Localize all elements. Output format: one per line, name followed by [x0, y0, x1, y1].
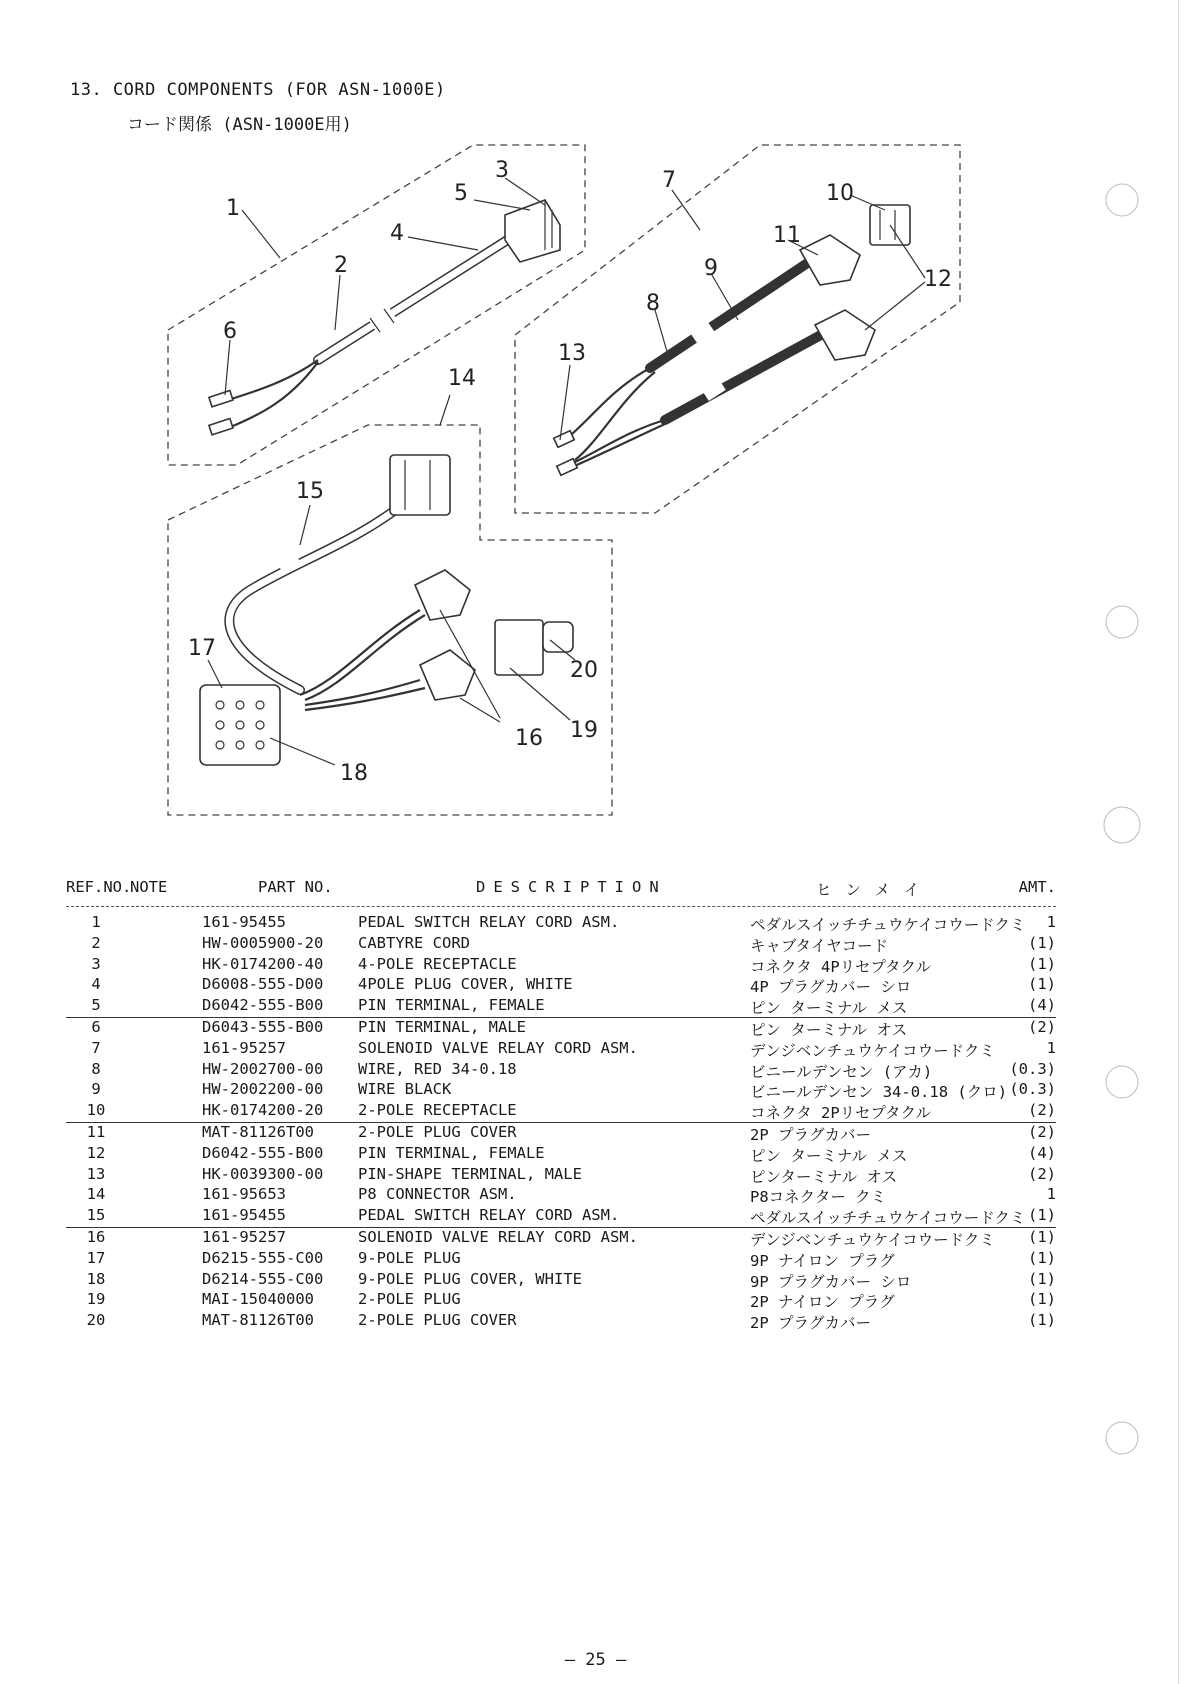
cell-amt: (2) — [1028, 1164, 1056, 1183]
cell-ref: 3 — [91, 954, 101, 973]
cell-part: D6042-555-B00 — [202, 996, 324, 1015]
cell-jp: 4P プラグカバー シロ — [750, 978, 912, 997]
callout-15: 15 — [296, 479, 324, 504]
callout-8: 8 — [646, 291, 660, 316]
page-number: — 25 — — [564, 1650, 627, 1670]
table-row — [66, 1311, 1056, 1332]
header-hinmei: ヒンメイ — [816, 881, 934, 899]
cell-amt: (2) — [1028, 1122, 1056, 1141]
table-body — [66, 913, 1056, 1332]
cell-jp: キャブタイヤコード — [750, 936, 889, 955]
cell-desc: CABTYRE CORD — [358, 933, 470, 952]
cell-amt: (4) — [1028, 1143, 1056, 1162]
cell-amt: (1) — [1028, 1227, 1056, 1246]
callout-14: 14 — [448, 366, 476, 391]
cell-desc: P8 CONNECTOR ASM. — [358, 1185, 517, 1204]
callout-19: 19 — [570, 718, 598, 743]
callout-12: 12 — [924, 267, 952, 292]
cell-jp: 9P ナイロン プラグ — [750, 1251, 895, 1270]
cell-ref: 14 — [86, 1185, 106, 1204]
table-row — [66, 1228, 1056, 1249]
cell-amt: (1) — [1028, 1311, 1056, 1330]
cell-part: D6043-555-B00 — [202, 1017, 324, 1036]
cell-jp: コネクタ 2Pリセプタクル — [750, 1104, 931, 1123]
table-row — [66, 1123, 1056, 1144]
callout-18: 18 — [340, 761, 368, 786]
table-row — [66, 1144, 1056, 1165]
callout-10: 10 — [826, 181, 854, 206]
table-row — [66, 975, 1056, 996]
header-amount: AMT. — [1018, 878, 1056, 896]
table-row — [66, 934, 1056, 955]
page-edge — [1178, 0, 1179, 1684]
cell-part: D6215-555-C00 — [202, 1248, 324, 1267]
header-ref-no: REF.NO. — [66, 878, 132, 896]
header-part-no: PART NO. — [258, 878, 333, 896]
table-row — [66, 1270, 1056, 1291]
cell-jp: ピン ターミナル メス — [750, 1146, 908, 1165]
cell-part: 161-95455 — [202, 913, 286, 931]
cell-ref: 7 — [91, 1038, 101, 1057]
cell-amt: 1 — [1046, 1185, 1056, 1204]
cell-ref: 6 — [91, 1017, 101, 1036]
cell-jp: 2P ナイロン プラグ — [750, 1293, 895, 1312]
assembly-14-drawing — [200, 455, 573, 765]
callout-2: 2 — [334, 253, 348, 278]
cell-ref: 12 — [86, 1143, 106, 1162]
cell-amt: (1) — [1028, 1290, 1056, 1309]
table-row — [66, 1080, 1056, 1101]
cell-desc: 9-POLE PLUG COVER, WHITE — [358, 1269, 582, 1288]
cell-desc: SOLENOID VALVE RELAY CORD ASM. — [358, 1227, 638, 1246]
cell-desc: 4-POLE RECEPTACLE — [358, 954, 517, 973]
cell-jp: ピンターミナル オス — [750, 1167, 898, 1186]
callout-9: 9 — [704, 256, 718, 281]
assembly-7-drawing — [554, 205, 910, 475]
cell-jp: ビニールデンセン 34-0.18 (クロ) — [750, 1083, 1008, 1102]
cell-ref: 9 — [91, 1080, 101, 1099]
cell-jp: コネクタ 4Pリセプタクル — [750, 957, 931, 976]
cell-ref: 8 — [91, 1059, 101, 1078]
header-note: NOTE — [130, 878, 168, 896]
cell-jp: ピン ターミナル メス — [750, 999, 908, 1018]
section-title: 13. CORD COMPONENTS (FOR ASN-1000E) — [70, 80, 446, 100]
cell-ref: 4 — [91, 975, 101, 994]
table-row — [66, 1060, 1056, 1081]
cell-part: 161-95653 — [202, 1185, 286, 1204]
cell-ref: 18 — [86, 1269, 106, 1288]
cell-part: 161-95257 — [202, 1227, 286, 1246]
callout-11: 11 — [773, 223, 801, 248]
callout-5: 5 — [454, 181, 468, 206]
cell-part: HW-2002700-00 — [202, 1059, 324, 1078]
table-row — [66, 913, 1056, 934]
cell-amt: (0.3) — [1009, 1080, 1056, 1099]
cell-ref: 5 — [91, 996, 101, 1015]
cell-ref: 16 — [86, 1227, 106, 1246]
cell-part: MAT-81126T00 — [202, 1311, 314, 1330]
cell-jp: デンジベンチュウケイコウードクミ — [750, 1041, 995, 1060]
table-row — [66, 1018, 1056, 1039]
cell-amt: (1) — [1028, 954, 1056, 973]
section-subtitle: コード関係 (ASN-1000E用) — [127, 115, 352, 135]
cell-jp: 9P プラグカバー シロ — [750, 1272, 912, 1291]
table-row — [66, 1206, 1056, 1228]
table-row — [66, 1185, 1056, 1206]
cell-desc: WIRE BLACK — [358, 1080, 452, 1099]
cell-desc: PIN TERMINAL, MALE — [358, 1017, 526, 1036]
callout-6: 6 — [223, 319, 237, 344]
cell-jp: ピン ターミナル オス — [750, 1020, 908, 1039]
callout-20: 20 — [570, 658, 598, 683]
cell-part: 161-95257 — [202, 1038, 286, 1057]
cell-ref: 1 — [91, 913, 101, 931]
cell-ref: 19 — [86, 1290, 106, 1309]
cell-desc: PIN-SHAPE TERMINAL, MALE — [358, 1164, 582, 1183]
cell-amt: (0.3) — [1009, 1059, 1056, 1078]
parts-table — [66, 878, 1056, 1332]
cell-amt: (1) — [1028, 1269, 1056, 1288]
table-row — [66, 1165, 1056, 1186]
cell-jp: 2P プラグカバー — [750, 1125, 871, 1144]
cell-desc: PEDAL SWITCH RELAY CORD ASM. — [358, 1206, 620, 1225]
cell-amt: (2) — [1028, 1101, 1056, 1120]
cell-ref: 17 — [86, 1248, 106, 1267]
parts-diagram — [0, 0, 1191, 830]
callout-16: 16 — [515, 726, 543, 751]
table-header — [66, 878, 1056, 907]
cell-desc: 2-POLE PLUG COVER — [358, 1311, 517, 1330]
table-row — [66, 955, 1056, 976]
cell-jp: ペダルスイッチチュウケイコウードクミ — [750, 916, 1026, 934]
cell-desc: 2-POLE RECEPTACLE — [358, 1101, 517, 1120]
callout-3: 3 — [495, 158, 509, 183]
callout-1: 1 — [226, 196, 240, 221]
cell-desc: 2-POLE PLUG COVER — [358, 1122, 517, 1141]
table-row — [66, 996, 1056, 1018]
cell-amt: (1) — [1028, 1248, 1056, 1267]
cell-desc: 4POLE PLUG COVER, WHITE — [358, 975, 573, 994]
cell-part: HK-0039300-00 — [202, 1164, 324, 1183]
cell-ref: 15 — [86, 1206, 106, 1225]
cell-part: 161-95455 — [202, 1206, 286, 1225]
cell-part: MAI-15040000 — [202, 1290, 314, 1309]
cell-jp: P8コネクター クミ — [750, 1188, 887, 1207]
cell-desc: SOLENOID VALVE RELAY CORD ASM. — [358, 1038, 638, 1057]
cell-desc: PEDAL SWITCH RELAY CORD ASM. — [358, 913, 620, 931]
cell-amt: (1) — [1028, 933, 1056, 952]
cell-amt: (1) — [1028, 1206, 1056, 1225]
cell-ref: 13 — [86, 1164, 106, 1183]
cell-part: MAT-81126T00 — [202, 1122, 314, 1141]
cell-desc: 9-POLE PLUG — [358, 1248, 461, 1267]
cell-amt: 1 — [1046, 1038, 1056, 1057]
table-row — [66, 1249, 1056, 1270]
cell-amt: (2) — [1028, 1017, 1056, 1036]
callout-7: 7 — [662, 168, 676, 193]
header-description: DESCRIPTION — [476, 878, 667, 896]
table-row — [66, 1290, 1056, 1311]
cell-amt: (4) — [1028, 996, 1056, 1015]
cell-ref: 20 — [86, 1311, 106, 1330]
cell-part: D6214-555-C00 — [202, 1269, 324, 1288]
cell-part: HW-2002200-00 — [202, 1080, 324, 1099]
cell-ref: 10 — [86, 1101, 106, 1120]
table-row — [66, 1039, 1056, 1060]
callout-4: 4 — [390, 221, 404, 246]
table-row — [66, 1101, 1056, 1123]
cell-ref: 2 — [91, 933, 101, 952]
callout-13: 13 — [558, 341, 586, 366]
cell-desc: PIN TERMINAL, FEMALE — [358, 1143, 545, 1162]
cell-desc: 2-POLE PLUG — [358, 1290, 461, 1309]
cell-desc: WIRE, RED 34-0.18 — [358, 1059, 517, 1078]
callout-17: 17 — [188, 636, 216, 661]
cell-part: D6008-555-D00 — [202, 975, 324, 994]
cell-jp: ビニールデンセン (アカ) — [750, 1062, 933, 1081]
cell-jp: 2P プラグカバー — [750, 1314, 871, 1333]
cell-amt: (1) — [1028, 975, 1056, 994]
cell-jp: デンジベンチュウケイコウードクミ — [750, 1230, 995, 1249]
cell-part: HK-0174200-40 — [202, 954, 324, 973]
cell-part: HK-0174200-20 — [202, 1101, 324, 1120]
cell-part: D6042-555-B00 — [202, 1143, 324, 1162]
cell-part: HW-0005900-20 — [202, 933, 324, 952]
cell-amt: 1 — [1046, 913, 1056, 931]
cell-desc: PIN TERMINAL, FEMALE — [358, 996, 545, 1015]
assembly-1-outline — [168, 145, 585, 465]
cell-ref: 11 — [86, 1122, 106, 1141]
cell-jp: ペダルスイッチチュウケイコウードクミ — [750, 1209, 1026, 1228]
